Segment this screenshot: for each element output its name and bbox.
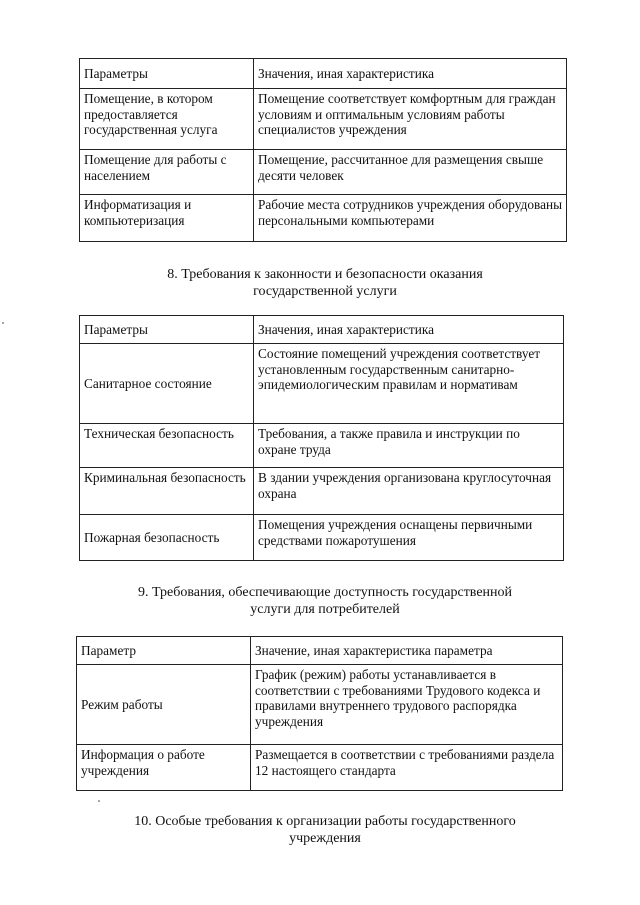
heading-line: услуги для потребителей [250,602,400,617]
param-cell: Пожарная безопасность [80,515,254,561]
value-cell: Помещение, рассчитанное для размещения свыше десяти человек [254,150,567,195]
scan-speck [2,322,4,324]
table-row [77,745,563,791]
table-safety [79,315,564,561]
param-cell: Информатизация и компьютеризация [80,195,254,242]
param-cell: Криминальная безопасность [80,468,254,515]
table-row [80,195,567,242]
heading-line: 9. Требования, обеспечивающие доступность государственной [137,585,513,600]
value-cell: В здании учреждения организована круглосуточная охрана [254,468,564,515]
table-row [77,665,563,745]
heading-line: 8. Требования к законности и безопасности оказания [167,267,483,282]
header-cell-value: Значения, иная характеристика [254,59,567,89]
param-cell: Помещение, в котором предоставляется государственная услуга [80,89,254,150]
param-cell: Информация о работе учреждения [77,745,251,791]
value-cell: График (режим) работы устанавливается в соответствии с требованиями Трудового кодекса и правилами внутреннего трудового распорядка учреждения [251,665,563,745]
value-cell: Помещения учреждения оснащены первичными средствами пожаротушения [254,515,564,561]
table-header-row [80,59,567,89]
header-cell-param: Параметр [77,637,251,665]
section-10-heading [90,813,560,847]
value-cell: Размещается в соответствии с требованиями раздела 12 настоящего стандарта [251,745,563,791]
param-cell: Помещение для работы с населением [80,150,254,195]
table-accessibility [76,636,563,791]
table-row [80,344,564,424]
table-premises [79,58,567,242]
value-cell: Требования, а также правила и инструкции по охране труда [254,424,564,468]
table-header-row [80,316,564,344]
table-row [80,150,567,195]
table-row [80,89,567,150]
table-row [80,468,564,515]
section-8-heading [90,266,560,300]
heading-line: учреждения [289,831,361,846]
value-cell: Помещение соответствует комфортным для граждан условиям и оптимальным условиям работы специалистов учреждения [254,89,567,150]
param-cell: Техническая безопасность [80,424,254,468]
heading-line: 10. Особые требования к организации работы государственного [134,814,516,829]
scan-speck [98,800,100,802]
header-cell-value: Значение, иная характеристика параметра [251,637,563,665]
header-cell-param: Параметры [80,316,254,344]
header-cell-value: Значения, иная характеристика [254,316,564,344]
value-cell: Рабочие места сотрудников учреждения оборудованы персональными компьютерами [254,195,567,242]
value-cell: Состояние помещений учреждения соответствует установленным государственным санитарно-эпидемиологическим правилам и нормативам [254,344,564,424]
table-row [80,515,564,561]
table-row [80,424,564,468]
heading-line: государственной услуги [253,284,397,299]
table-header-row [77,637,563,665]
header-cell-param: Параметры [80,59,254,89]
param-cell: Санитарное состояние [80,344,254,424]
section-9-heading [90,584,560,618]
param-cell: Режим работы [77,665,251,745]
